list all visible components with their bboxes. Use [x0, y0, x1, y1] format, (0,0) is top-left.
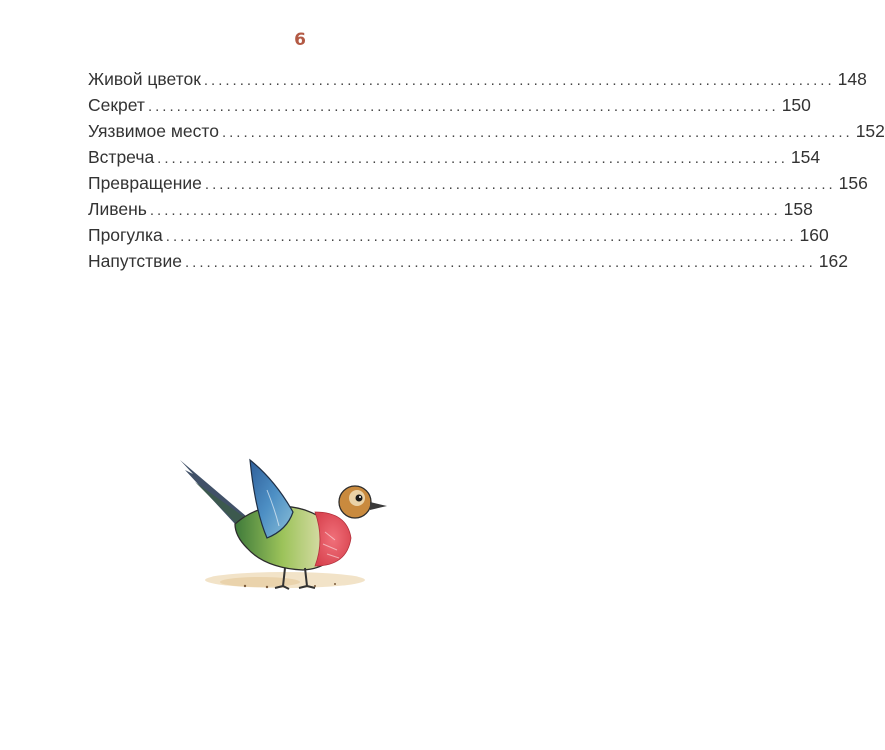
- toc-entry-title: Живой цветок: [88, 69, 201, 89]
- toc-entry-page: 150: [781, 95, 811, 115]
- toc-entry-page: 160: [799, 225, 829, 245]
- toc-entry-title: Секрет: [88, 95, 145, 115]
- toc-leader-dots: ........................................................................................: [185, 254, 816, 271]
- toc-entry-title: Встреча: [88, 147, 155, 167]
- toc-entry-page: 152: [855, 121, 885, 141]
- toc-entry[interactable]: [88, 248, 848, 274]
- toc-leader-dots: ........................................................................................: [165, 228, 797, 245]
- toc-entry-title: Напутствие: [88, 251, 182, 271]
- toc-entry-title: Превращение: [88, 173, 202, 193]
- toc-entry[interactable]: [88, 222, 829, 248]
- toc-leader-dots: ........................................................................................: [204, 176, 836, 193]
- toc-entry-page: 158: [783, 199, 813, 219]
- toc-entry-page: 162: [818, 251, 848, 271]
- toc-entry-title: Уязвимое место: [88, 121, 219, 141]
- toc-entry[interactable]: [88, 170, 868, 196]
- toc-entry[interactable]: [88, 118, 885, 144]
- toc-leader-dots: ........................................................................................: [203, 72, 835, 89]
- toc-entry-page: 154: [790, 147, 821, 167]
- toc-leader-dots: ........................................................................................: [221, 124, 853, 141]
- toc-entry-title: Прогулка: [88, 225, 163, 245]
- toc-entry-page: 156: [838, 173, 868, 193]
- toc-leader-dots: ........................................................................................: [157, 150, 788, 167]
- toc-entry-page: 148: [837, 69, 867, 89]
- page-number: 6: [294, 30, 306, 50]
- table-of-contents: [88, 66, 885, 274]
- toc-entry-title: Ливень: [88, 199, 147, 219]
- toc-entry[interactable]: [88, 144, 821, 170]
- toc-leader-dots: ........................................................................................: [149, 202, 781, 219]
- toc-entry[interactable]: [88, 196, 813, 222]
- toc-entry[interactable]: [88, 66, 867, 92]
- bird-illustration-icon: [175, 440, 395, 600]
- toc-leader-dots: ........................................................................................: [147, 98, 779, 115]
- toc-entry[interactable]: [88, 92, 811, 118]
